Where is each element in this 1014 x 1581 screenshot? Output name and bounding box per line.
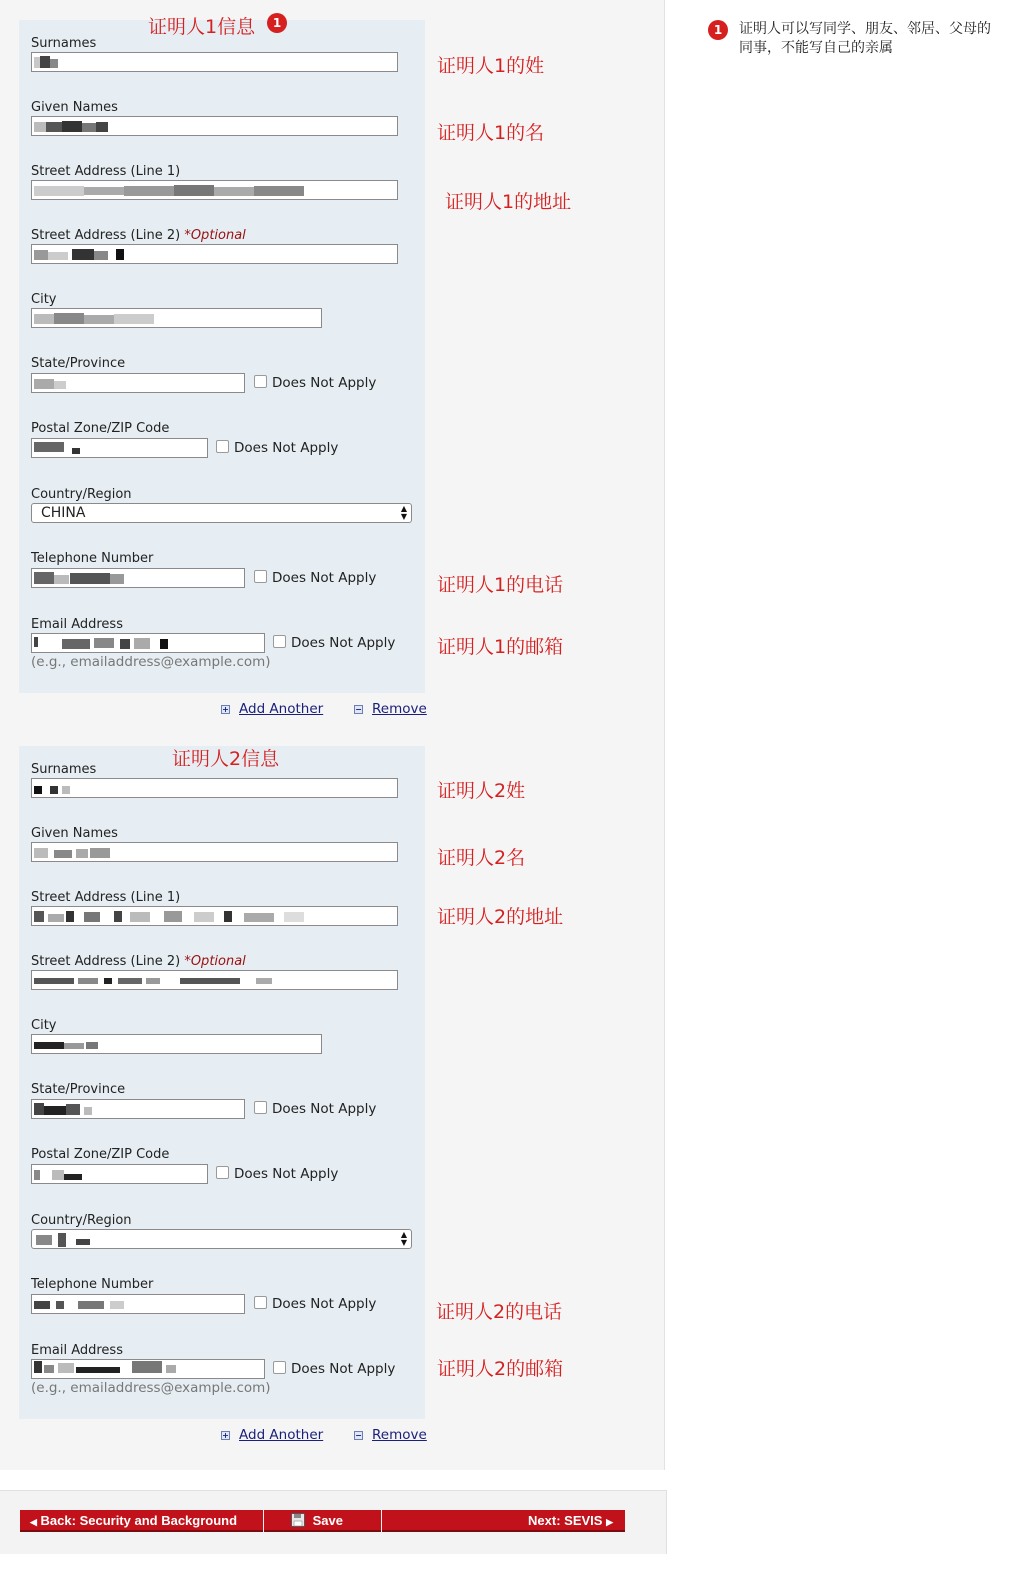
email-hint: (e.g., emailaddress@example.com) [31, 654, 271, 670]
next-button-label: Next: SEVIS [528, 1513, 603, 1528]
state-label: State/Province [31, 1082, 126, 1097]
back-button-label: Back: Security and Background [40, 1513, 238, 1528]
surname-annotation: 证明人2姓 [437, 780, 526, 802]
select-arrows-icon: ▲ ▼ [400, 1230, 407, 1247]
email-does-not-apply-label: Does Not Apply [291, 635, 396, 651]
state-input[interactable] [31, 373, 245, 393]
phone-label: Telephone Number [31, 551, 154, 566]
city-label: City [31, 292, 57, 307]
plus-icon[interactable]: + [222, 1431, 229, 1440]
phone-input[interactable] [31, 568, 245, 588]
phone-does-not-apply-checkbox[interactable] [254, 570, 267, 583]
save-button[interactable] [264, 1510, 381, 1532]
postal-does-not-apply-label: Does Not Apply [234, 1166, 339, 1182]
street1-input[interactable] [31, 180, 398, 200]
phone-does-not-apply-label: Does Not Apply [272, 570, 377, 586]
surnames-input[interactable] [31, 52, 398, 72]
given-name-annotation: 证明人1的名 [437, 122, 545, 144]
optional-tag: *Optional [184, 228, 246, 243]
state-does-not-apply-label: Does Not Apply [272, 375, 377, 391]
optional-tag: *Optional [184, 954, 246, 969]
city-input[interactable] [31, 308, 322, 328]
given-names-label: Given Names [31, 100, 118, 115]
email-annotation: 证明人2的邮箱 [437, 1358, 564, 1380]
postal-does-not-apply-checkbox[interactable] [216, 1166, 229, 1179]
email-hint: (e.g., emailaddress@example.com) [31, 1380, 271, 1396]
phone-input[interactable] [31, 1294, 245, 1314]
state-does-not-apply-checkbox[interactable] [254, 1101, 267, 1114]
surnames-label: Surnames [31, 762, 97, 777]
note-badge-icon: 1 [267, 13, 287, 33]
email-label: Email Address [31, 1343, 123, 1358]
redacted-country-value [36, 1233, 106, 1247]
state-does-not-apply-label: Does Not Apply [272, 1101, 377, 1117]
country-select[interactable] [31, 1229, 412, 1249]
reference-2-header-annotation: 证明人2信息 [172, 748, 280, 770]
email-does-not-apply-checkbox[interactable] [273, 1361, 286, 1374]
email-label: Email Address [31, 617, 123, 632]
phone-label: Telephone Number [31, 1277, 154, 1292]
note-badge-icon: 1 [708, 20, 728, 40]
street2-input[interactable] [31, 970, 398, 990]
postal-does-not-apply-label: Does Not Apply [234, 440, 339, 456]
given-names-label: Given Names [31, 826, 118, 841]
triangle-right-icon: ▶ [606, 1517, 613, 1527]
postal-input[interactable] [31, 438, 208, 458]
phone-does-not-apply-label: Does Not Apply [272, 1296, 377, 1312]
street1-label: Street Address (Line 1) [31, 164, 181, 179]
city-label: City [31, 1018, 57, 1033]
save-button-label: Save [312, 1513, 343, 1528]
street2-label: Street Address (Line 2) *Optional [31, 228, 246, 243]
select-arrows-icon: ▲ ▼ [400, 504, 407, 521]
triangle-left-icon: ◀ [30, 1517, 37, 1527]
given-names-input[interactable] [31, 842, 398, 862]
city-input[interactable] [31, 1034, 322, 1054]
given-name-annotation: 证明人2名 [437, 847, 526, 869]
state-input[interactable] [31, 1099, 245, 1119]
country-selected-value: CHINA [41, 505, 86, 521]
side-note: 证明人可以写同学、朋友、邻居、父母的同事，不能写自己的亲属 [739, 21, 991, 56]
minus-icon[interactable]: − [355, 705, 362, 714]
remove-link[interactable]: Remove [372, 1427, 427, 1443]
back-button[interactable] [20, 1510, 263, 1532]
address-annotation: 证明人1的地址 [445, 191, 572, 213]
minus-icon[interactable]: − [355, 1431, 362, 1440]
postal-input[interactable] [31, 1164, 208, 1184]
country-label: Country/Region [31, 487, 132, 502]
postal-label: Postal Zone/ZIP Code [31, 421, 170, 436]
address-annotation: 证明人2的地址 [437, 906, 564, 928]
add-another-link[interactable]: Add Another [239, 1427, 324, 1443]
given-names-input[interactable] [31, 116, 398, 136]
surnames-label: Surnames [31, 36, 97, 51]
street1-input[interactable] [31, 906, 398, 926]
phone-annotation: 证明人2的电话 [436, 1301, 563, 1323]
email-annotation: 证明人1的邮箱 [437, 636, 564, 658]
next-button[interactable] [382, 1510, 625, 1532]
remove-link[interactable]: Remove [372, 701, 427, 717]
email-input[interactable] [31, 1359, 265, 1379]
country-select[interactable] [31, 503, 412, 523]
email-does-not-apply-checkbox[interactable] [273, 635, 286, 648]
state-label: State/Province [31, 356, 126, 371]
email-does-not-apply-label: Does Not Apply [291, 1361, 396, 1377]
country-label: Country/Region [31, 1213, 132, 1228]
postal-label: Postal Zone/ZIP Code [31, 1147, 170, 1162]
street2-input[interactable] [31, 244, 398, 264]
phone-does-not-apply-checkbox[interactable] [254, 1296, 267, 1309]
postal-does-not-apply-checkbox[interactable] [216, 440, 229, 453]
plus-icon[interactable]: + [222, 705, 229, 714]
surname-annotation: 证明人1的姓 [437, 55, 545, 77]
state-does-not-apply-checkbox[interactable] [254, 375, 267, 388]
email-input[interactable] [31, 633, 265, 653]
add-another-link[interactable]: Add Another [239, 701, 324, 717]
phone-annotation: 证明人1的电话 [437, 574, 564, 596]
reference-1-header-annotation: 证明人1信息 [148, 16, 256, 38]
street2-label: Street Address (Line 2) *Optional [31, 954, 246, 969]
surnames-input[interactable] [31, 778, 398, 798]
floppy-disk-icon [291, 1513, 305, 1527]
street1-label: Street Address (Line 1) [31, 890, 181, 905]
